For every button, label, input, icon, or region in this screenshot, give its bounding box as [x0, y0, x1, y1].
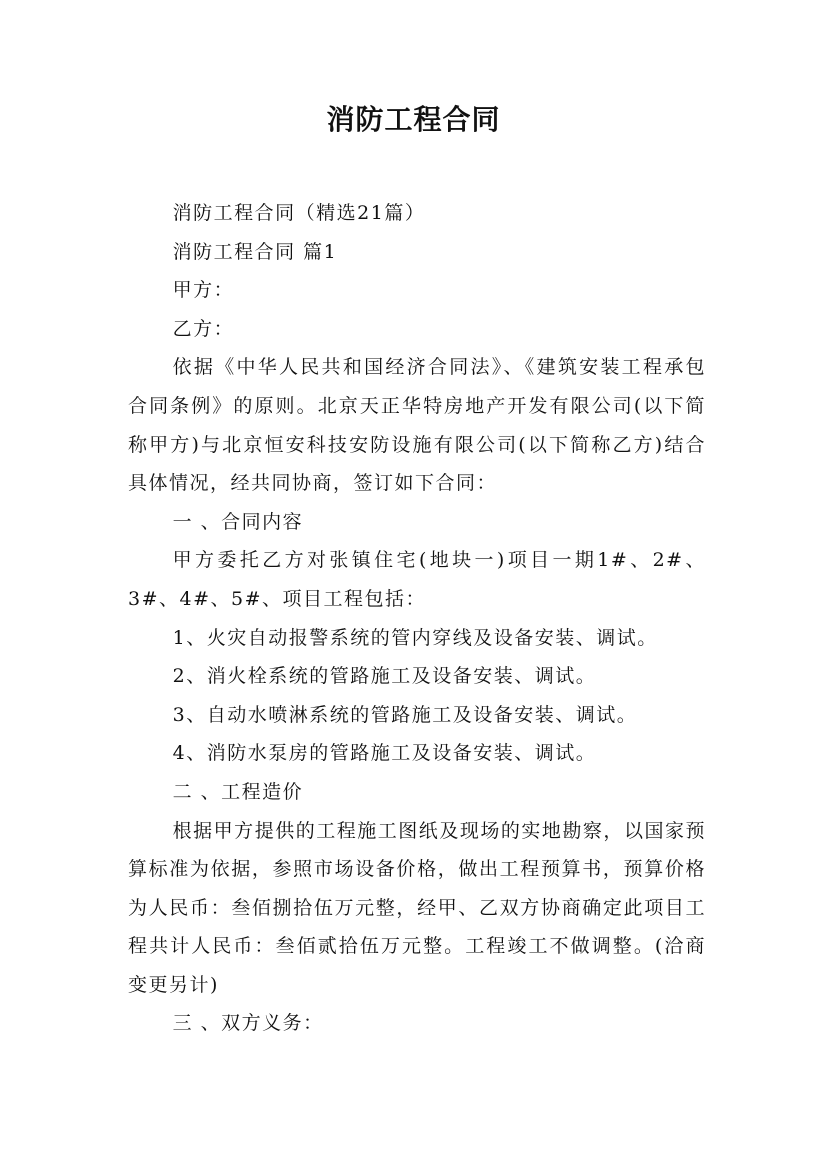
- paragraph-preamble: 依据《中华人民共和国经济合同法》、《建筑安装工程承包合同条例》的原则。北京天正华特房地产开发有限公司(以下简称甲方)与北京恒安科技安防设施有限公司(以下简称乙方)结合具体情况，经共同协商，签订如下合同：: [128, 356, 706, 495]
- paragraph-cost-detail: 根据甲方提供的工程施工图纸及现场的实地勘察，以国家预算标准为依据，参照市场设备价格，做出工程预算书，预算价格为人民币：叁佰捌拾伍万元整，经甲、乙双方协商确定此项目工程共计人民币：叁佰贰拾伍万元整。工程竣工不做调整。(洽商变更另计): [128, 819, 706, 996]
- paragraph-scope-item-1: 1、火灾自动报警系统的管内穿线及设备安装、调试。: [172, 626, 658, 649]
- paragraph-scope-item-4: 4、消防水泵房的管路施工及设备安装、调试。: [172, 742, 597, 765]
- paragraph-scope-item-2: 2、消火栓系统的管路施工及设备安装、调试。: [172, 665, 597, 688]
- paragraph-section-heading: 消防工程合同 篇1: [172, 240, 338, 263]
- paragraph-heading-obligations: 三 、双方义务：: [172, 1012, 324, 1035]
- paragraph-heading-cost: 二 、工程造价: [172, 780, 304, 803]
- document-body: [128, 194, 706, 1043]
- paragraph-party-a: 甲方：: [172, 279, 235, 302]
- paragraph-scope-item-3: 3、自动水喷淋系统的管路施工及设备安装、调试。: [172, 703, 638, 726]
- paragraph-party-b: 乙方：: [172, 317, 235, 340]
- paragraph-subtitle: 消防工程合同（精选21篇）: [172, 202, 426, 224]
- paragraph-scope-intro: 甲方委托乙方对张镇住宅(地块一)项目一期1#、2#、3#、4#、5#、项目工程包括：: [128, 549, 706, 610]
- paragraph-heading-contract-content: 一 、合同内容: [172, 510, 304, 533]
- document-title: 消防工程合同: [326, 103, 501, 136]
